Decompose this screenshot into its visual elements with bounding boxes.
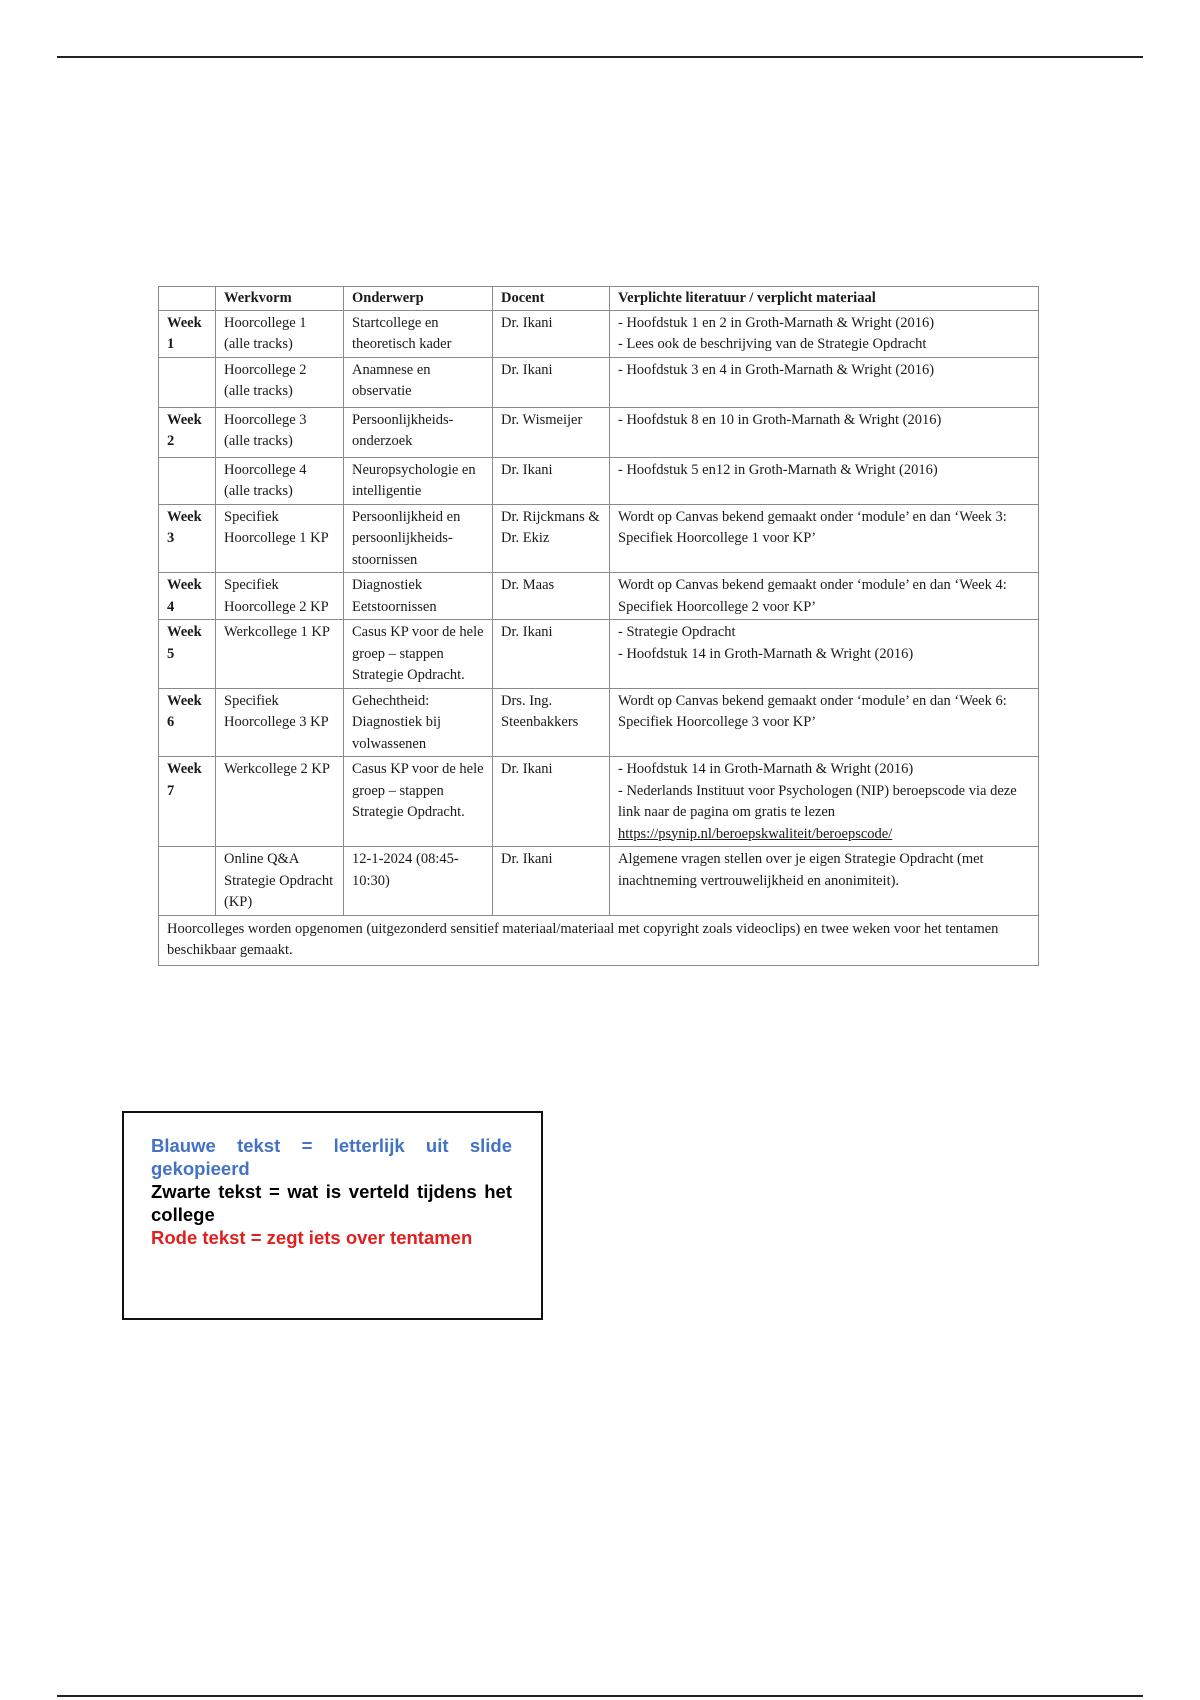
cell-literatuur [610, 504, 1039, 573]
cell-werkvorm: Hoorcollege 2 (alle tracks) [216, 357, 344, 407]
literature-line: - Hoofdstuk 8 en 10 in Groth-Marnath & Wright (2016) [618, 411, 942, 428]
cell-onderwerp: Gehechtheid: Diagnostiek bij volwassenen [344, 688, 493, 757]
cell-werkvorm: Hoorcollege 3 (alle tracks) [216, 407, 344, 457]
cell-werkvorm: Hoorcollege 1 (alle tracks) [216, 310, 344, 357]
legend-blue-text: Blauwe tekst = letterlijk uit slide gekopieerd [151, 1135, 512, 1179]
cell-literatuur [610, 457, 1039, 504]
literature-line: - Hoofdstuk 14 in Groth-Marnath & Wright (2016) [618, 761, 914, 777]
cell-literatuur [610, 573, 1039, 620]
literature-line: - Hoofdstuk 1 en 2 in Groth-Marnath & Wright (2016) [618, 314, 935, 331]
cell-docent: Dr. Ikani [493, 310, 610, 357]
cell-week [159, 357, 216, 407]
cell-week: Week 5 [159, 620, 216, 689]
course-schedule-table [158, 286, 1039, 966]
table-row [159, 457, 1039, 504]
cell-docent: Dr. Ikani [493, 847, 610, 916]
literature-line: Wordt op Canvas bekend gemaakt onder ‘module’ en dan ‘Week 6: Specifiek Hoorcollege 3 voor KP’ [618, 692, 1007, 730]
table-row [159, 620, 1039, 689]
literature-line: Algemene vragen stellen over je eigen Strategie Opdracht (met inachtneming vertrouwelijkheid en anonimiteit). [618, 851, 984, 889]
cell-docent: Dr. Wismeijer [493, 407, 610, 457]
table-row [159, 573, 1039, 620]
cell-week: Week 2 [159, 407, 216, 457]
cell-onderwerp: Neuropsychologie en intelligentie [344, 457, 493, 504]
cell-onderwerp: Persoonlijkheids-onderzoek [344, 407, 493, 457]
cell-werkvorm: Specifiek Hoorcollege 3 KP [216, 688, 344, 757]
cell-week: Week 6 [159, 688, 216, 757]
cell-docent: Dr. Ikani [493, 357, 610, 407]
header-literatuur: Verplichte literatuur / verplicht materiaal [610, 287, 1039, 311]
cell-literatuur [610, 620, 1039, 689]
cell-literatuur [610, 310, 1039, 357]
cell-docent: Dr. Ikani [493, 457, 610, 504]
literature-line: Wordt op Canvas bekend gemaakt onder ‘module’ en dan ‘Week 3: Specifiek Hoorcollege 1 voor KP’ [618, 508, 1007, 546]
cell-week [159, 847, 216, 916]
table-row [159, 310, 1039, 357]
cell-werkvorm: Werkcollege 1 KP [216, 620, 344, 689]
literature-line: - Strategie Opdracht [618, 624, 736, 640]
cell-onderwerp: 12-1-2024 (08:45-10:30) [344, 847, 493, 916]
legend-red-text: Rode tekst = zegt iets over tentamen [151, 1227, 473, 1248]
cell-onderwerp: Anamnese en observatie [344, 357, 493, 407]
cell-werkvorm: Online Q&A Strategie Opdracht (KP) [216, 847, 344, 916]
header-docent: Docent [493, 287, 610, 311]
header-werkvorm: Werkvorm [216, 287, 344, 311]
table-row [159, 688, 1039, 757]
beroepscode-link[interactable]: https://psynip.nl/beroepskwaliteit/beroepscode/ [618, 825, 893, 842]
cell-literatuur [610, 757, 1039, 847]
cell-docent: Dr. Ikani [493, 620, 610, 689]
header-week [159, 287, 216, 311]
color-legend-box [122, 1111, 543, 1320]
cell-week: Week 7 [159, 757, 216, 847]
cell-literatuur [610, 847, 1039, 916]
cell-onderwerp: Persoonlijkheid en persoonlijkheids-stoornissen [344, 504, 493, 573]
cell-week [159, 457, 216, 504]
legend-black-text: Zwarte tekst = wat is verteld tijdens het college [151, 1181, 512, 1225]
literature-line: - Hoofdstuk 5 en12 in Groth-Marnath & Wright (2016) [618, 461, 938, 478]
table-row [159, 757, 1039, 847]
table-footnote: Hoorcolleges worden opgenomen (uitgezonderd sensitief materiaal/materiaal met copyright zoals videoclips) en twee weken voor het tentamen beschikbaar gemaakt. [159, 915, 1039, 965]
table-header-row [159, 287, 1039, 311]
literature-line: - Hoofdstuk 3 en 4 in Groth-Marnath & Wright (2016) [618, 361, 935, 378]
cell-werkvorm: Hoorcollege 4 (alle tracks) [216, 457, 344, 504]
cell-week: Week 4 [159, 573, 216, 620]
literature-line: - Lees ook de beschrijving van de Strategie Opdracht [618, 336, 927, 352]
literature-line: - Nederlands Instituut voor Psychologen (NIP) beroepscode via deze link naar de pagina om gratis te lezen [618, 782, 1017, 820]
cell-docent: Dr. Ikani [493, 757, 610, 847]
table-row [159, 357, 1039, 407]
cell-onderwerp: Casus KP voor de hele groep – stappen Strategie Opdracht. [344, 620, 493, 689]
header-onderwerp: Onderwerp [344, 287, 493, 311]
bottom-rule [57, 1695, 1143, 1697]
table-footnote-row [159, 915, 1039, 965]
cell-week: Week 3 [159, 504, 216, 573]
cell-docent: Dr. Rijckmans & Dr. Ekiz [493, 504, 610, 573]
literature-line: Wordt op Canvas bekend gemaakt onder ‘module’ en dan ‘Week 4: Specifiek Hoorcollege 2 voor KP’ [618, 577, 1007, 615]
cell-werkvorm: Werkcollege 2 KP [216, 757, 344, 847]
legend-content [151, 1134, 512, 1249]
cell-onderwerp: Diagnostiek Eetstoornissen [344, 573, 493, 620]
table-row [159, 847, 1039, 916]
cell-week: Week 1 [159, 310, 216, 357]
table-row [159, 504, 1039, 573]
cell-werkvorm: Specifiek Hoorcollege 1 KP [216, 504, 344, 573]
literature-line: - Hoofdstuk 14 in Groth-Marnath & Wright (2016) [618, 645, 914, 662]
cell-literatuur [610, 357, 1039, 407]
cell-literatuur [610, 688, 1039, 757]
cell-docent: Drs. Ing. Steenbakkers [493, 688, 610, 757]
top-rule [57, 56, 1143, 58]
table-row [159, 407, 1039, 457]
cell-werkvorm: Specifiek Hoorcollege 2 KP [216, 573, 344, 620]
cell-literatuur [610, 407, 1039, 457]
cell-docent: Dr. Maas [493, 573, 610, 620]
cell-onderwerp: Casus KP voor de hele groep – stappen Strategie Opdracht. [344, 757, 493, 847]
cell-onderwerp: Startcollege en theoretisch kader [344, 310, 493, 357]
